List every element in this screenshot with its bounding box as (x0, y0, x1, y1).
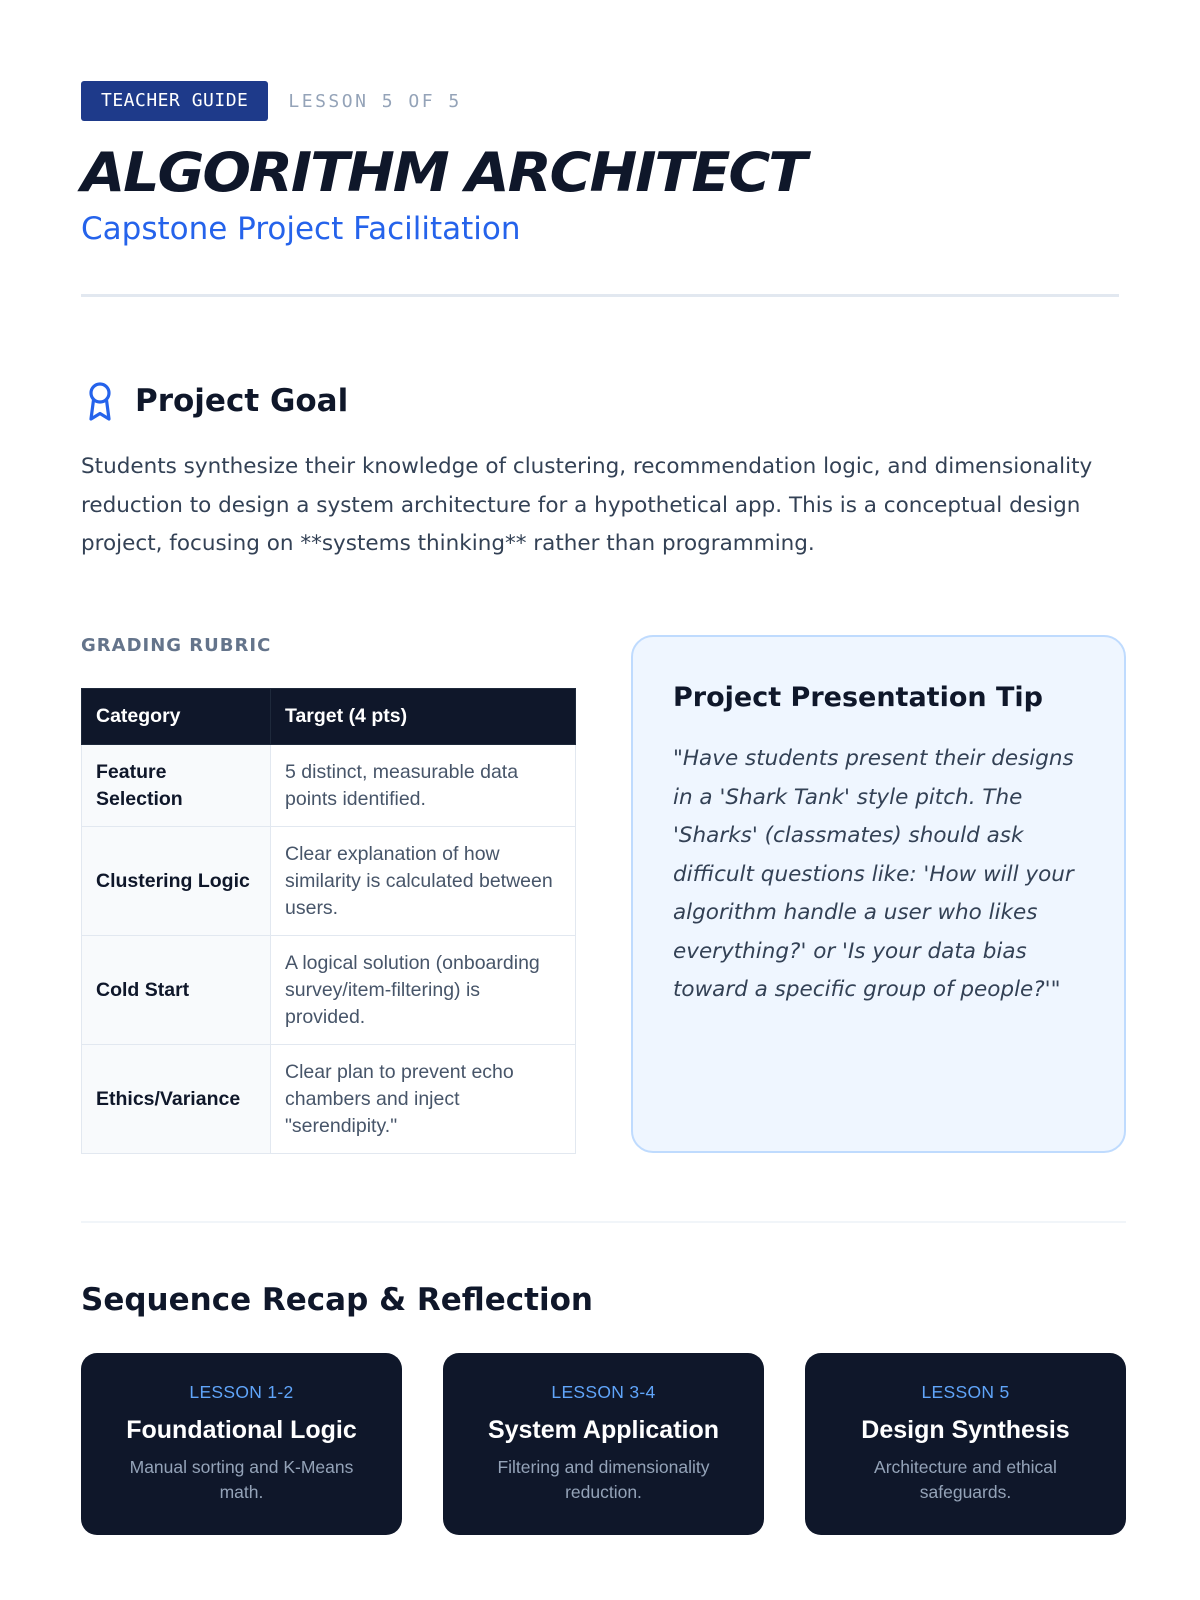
recap-card-lesson: LESSON 5 (921, 1382, 1010, 1402)
rubric-header-row (82, 689, 576, 745)
rubric-target-cell: A logical solution (onboarding survey/item-filtering) is provided. (271, 936, 576, 1045)
rubric-category-cell: Cold Start (82, 936, 271, 1045)
recap-card-lesson: LESSON 3-4 (551, 1382, 656, 1402)
presentation-tip-quote: "Have students present their designs in a 'Shark Tank' style pitch. The 'Sharks' (classmates) should ask difficult questions like: 'How will your algorithm handle a user who likes everything?' or 'Is your data bias toward a specific group of people?'" (673, 746, 1074, 1002)
lesson-count: LESSON 5 OF 5 (288, 90, 462, 112)
rubric-header-target: Target (4 pts) (271, 689, 576, 745)
rubric-target-cell: 5 distinct, measurable data points identified. (271, 745, 576, 827)
section-divider (81, 1221, 1126, 1223)
recap-card-lesson: LESSON 1-2 (189, 1382, 294, 1402)
header-top (81, 81, 1119, 121)
page-title: ALGORITHM ARCHITECT (81, 141, 806, 204)
rubric-category-cell: Feature Selection (82, 745, 271, 827)
recap-card (805, 1353, 1126, 1535)
rubric-category-cell: Clustering Logic (82, 827, 271, 936)
table-row (82, 827, 576, 936)
table-row (82, 1045, 576, 1154)
rubric-target-cell: Clear plan to prevent echo chambers and inject "serendipity." (271, 1045, 576, 1154)
recap-card-name: Design Synthesis (861, 1416, 1070, 1444)
ribbon-award-icon (81, 380, 119, 422)
teacher-guide-badge: TEACHER GUIDE (81, 81, 268, 121)
recap-card-name: Foundational Logic (126, 1416, 357, 1444)
recap-card-desc: Manual sorting and K-Means math. (129, 1457, 354, 1502)
grading-rubric-label: GRADING RUBRIC (81, 635, 272, 656)
page-subtitle: Capstone Project Facilitation (81, 211, 521, 247)
recap-card-desc: Architecture and ethical safeguards. (874, 1457, 1057, 1502)
table-row (82, 745, 576, 827)
recap-card-desc: Filtering and dimensionality reduction. (497, 1457, 710, 1502)
table-row (82, 936, 576, 1045)
recap-card (81, 1353, 402, 1535)
rubric-target-cell: Clear explanation of how similarity is calculated between users. (271, 827, 576, 936)
sequence-recap-title: Sequence Recap & Reflection (81, 1282, 593, 1318)
presentation-tip-title: Project Presentation Tip (673, 682, 1044, 713)
rubric-category-cell: Ethics/Variance (82, 1045, 271, 1154)
header-divider (81, 294, 1119, 297)
project-goal-title: Project Goal (135, 383, 349, 419)
grading-rubric-table (81, 688, 576, 1154)
project-goal-text: Students synthesize their knowledge of clustering, recommendation logic, and dimensionality reduction to design a system architecture for a hypothetical app. This is a conceptual design project, focusing on **systems thinking** rather than programming. (81, 454, 1093, 556)
rubric-header-category: Category (82, 689, 271, 745)
rubric-and-tip-section (81, 635, 1126, 1155)
recap-card-name: System Application (487, 1416, 720, 1444)
recap-card (443, 1353, 764, 1535)
recap-cards (81, 1353, 1126, 1535)
presentation-tip-card (631, 635, 1126, 1153)
project-goal-heading (81, 380, 1119, 422)
